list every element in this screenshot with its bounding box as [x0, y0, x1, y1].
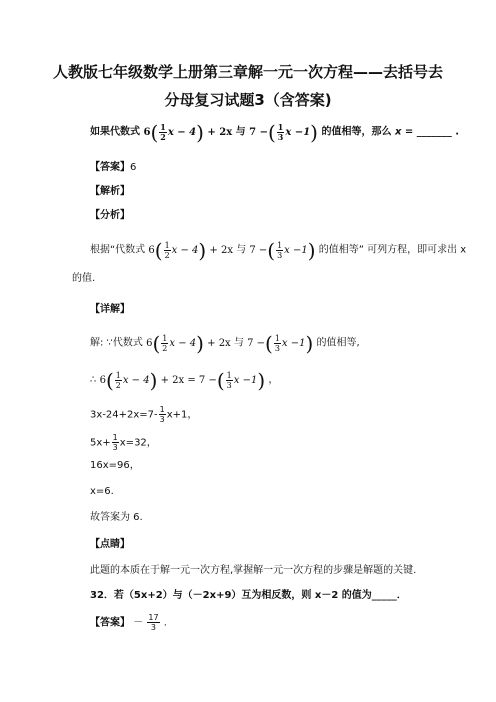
- fenxi-prefix: 根据“代数式: [90, 244, 146, 256]
- expr-a-coef: 6: [143, 126, 151, 138]
- question-31: [90, 122, 459, 142]
- expr-a-frac: $\frac{1}{2}$: [160, 121, 166, 142]
- detail-line-1: 解: ∵代数式 6( $\frac{1}{2}$ x − 4) + 2x 与 7 −( $\frac{1}{3}$ x −1) 的值相等,: [90, 331, 360, 355]
- q32-answer-frac: $\frac{17}{3}$: [148, 613, 159, 632]
- q31-mid: 与: [235, 126, 246, 138]
- expr-b-frac: $\frac{1}{3}$: [277, 121, 284, 142]
- dianjing-text: 此题的本质在于解一元一次方程,掌握解一元一次方程的步骤是解题的关键.: [90, 565, 417, 576]
- step-2: 3x-24+2x=7- $\frac{1}{3}$ x+1，: [90, 405, 198, 424]
- step-3: 5x+ $\frac{1}{3}$ x=32，: [90, 433, 157, 452]
- detail-expr-a: 6( $\frac{1}{2}$ x − 4) + 2x: [146, 331, 231, 355]
- step-5: x=6.: [90, 486, 114, 497]
- q31-prefix: 如果代数式: [90, 126, 140, 138]
- q31-var: x: [394, 126, 402, 138]
- step1-lhs: 6( $\frac{1}{2}$ x − 4) + 2x = 7 −( $\frac{1}{3}$ x −1): [99, 368, 266, 392]
- fenxi-expr-b: 7 −( $\frac{1}{3}$ x −1): [249, 238, 316, 262]
- answer-line: [90, 161, 136, 175]
- fenxi-label: 【分析】: [90, 210, 130, 221]
- expr-b: 7 −( $\frac{1}{3}$ x −1): [249, 120, 318, 144]
- fenxi-suffix: 的值相等” 可列方程，即可求出 x: [318, 244, 467, 256]
- detail-expr-b: 7 −( $\frac{1}{3}$ x −1): [247, 331, 314, 355]
- expr-a-tail: + 2x: [207, 126, 233, 138]
- answer-label: 【答案】: [90, 162, 130, 173]
- fenxi-text: 根据“代数式 6( $\frac{1}{2}$ x − 4) + 2x 与 7 −( $\frac{1}{3}$ x −1) 的值相等” 可列方程，即可求出 x: [90, 238, 467, 262]
- title-line-1: 人教版七年级数学上册第三章解一元一次方程——去括号去: [52, 63, 443, 81]
- expr-a-rest: x − 4: [167, 126, 197, 138]
- q32-answer-label: 【答案】: [90, 617, 130, 629]
- fenxi-expr-a: 6( $\frac{1}{2}$ x − 4) + 2x: [148, 238, 233, 262]
- expr-a: 6( $\frac{1}{2}$ x − 4) + 2x: [143, 120, 233, 144]
- dianjing-label: 【点睛】: [90, 539, 130, 550]
- q32-answer: 【答案】 － $\frac{17}{3}$ .: [90, 613, 167, 632]
- title-line-2: 分母复习试题3（含答案): [164, 91, 332, 109]
- q31-suffix-a: 的值相等，那么: [321, 126, 392, 138]
- fenxi-line-2: 的值.: [72, 273, 96, 284]
- q31-suffix-b: = _______ .: [404, 126, 460, 138]
- expr-b-lead: 7 −: [249, 126, 268, 138]
- expr-b-rest: x −1: [285, 126, 311, 138]
- answer-value: 6: [130, 162, 137, 173]
- analysis-label: 【解析】: [90, 186, 130, 197]
- conclusion: 故答案为 6.: [90, 512, 143, 523]
- question-32: 32．若（5x+2）与（－2x+9）互为相反数，则 x－2 的值为_____．: [90, 590, 407, 601]
- detail-line-2: ∴ 6( $\frac{1}{2}$ x − 4) + 2x = 7 −( $\frac{1}{3}$ x −1) ，: [90, 368, 279, 392]
- step-4: 16x=96，: [90, 460, 140, 471]
- detail-label: 【详解】: [90, 304, 130, 315]
